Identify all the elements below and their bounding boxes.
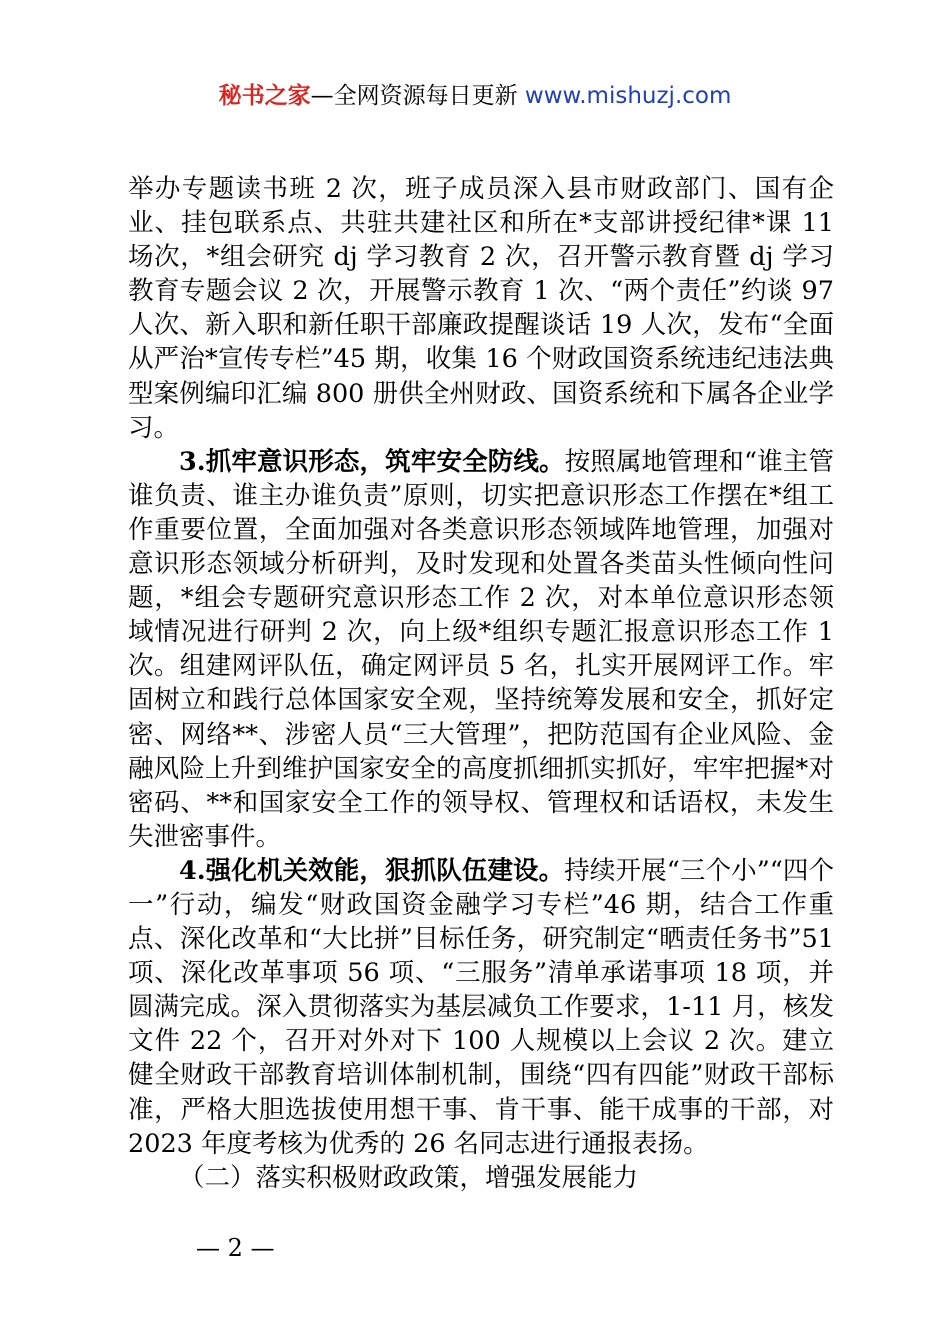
paragraph-4: [128, 1161, 834, 1195]
subsection-heading: （二）落实积极财政政策，增强发展能力: [179, 1162, 639, 1193]
paragraph-text: 持续开展“三个小”“四个一”行动，编发“财政国资金融学习专栏”46 期，结合工作重点、深化改革和“大比拼”目标任务，研究制定“晒责任务书”51 项、深化改革事项 56 项、“三服务”清单承诺事项 18 项，并圆满完成。深入贯彻落实为基层减负工作要求，1-11 月，核发文件 22 个，召开对外对下 100 人规模以上会议 2 次。建立健全财政干部教育培训体制机制，围绕“四有四能”财政干部标准，严格大胆选拔使用想干事、肯干事、能干成事的干部，对 2023 年度考核为优秀的 26 名同志进行通报表扬。: [128, 855, 834, 1159]
site-header: [0, 78, 950, 114]
site-tagline: —全网资源每日更新: [310, 83, 525, 109]
paragraph-text: 按照属地管理和“谁主管谁负责、谁主办谁负责”原则，切实把意识形态工作摆在*组工作重要位置，全面加强对各类意识形态领域阵地管理，加强对意识形态领域分析研判，及时发现和处置各类苗头性倾向性问题，*组会专题研究意识形态工作 2 次，对本单位意识形态领域情况进行研判 2 次，向上级*组织专题汇报意识形态工作 1 次。组建网评队伍，确定网评员 5 名，扎实开展网评工作。牢固树立和践行总体国家安全观，坚持统筹发展和安全，抓好定密、网络**、涉密人员“三大管理”，把防范国有企业风险、金融风险上升到维护国家安全的高度抓细抓实抓好，牢牢把握*对密码、**和国家安全工作的领导权、管理权和话语权，未发生失泄密事件。: [128, 446, 834, 852]
paragraph-3: [128, 854, 834, 1161]
document-body: [128, 172, 834, 1195]
section-heading: 3.抓牢意识形态，筑牢安全防线。: [179, 446, 565, 477]
site-brand: 秘书之家: [218, 83, 311, 109]
paragraph-2: [128, 445, 834, 854]
paragraph-1: [128, 172, 834, 445]
site-url-link[interactable]: www.mishuzj.com: [524, 83, 732, 109]
section-heading: 4.强化机关效能，狠抓队伍建设。: [179, 855, 565, 886]
paragraph-text: 举办专题读书班 2 次，班子成员深入县市财政部门、国有企业、挂包联系点、共驻共建社区和所在*支部讲授纪律*课 11 场次，*组会研究 dj 学习教育 2 次，召开警示教育暨 dj 学习教育专题会议 2 次，开展警示教育 1 次、“两个责任”约谈 97 人次、新入职和新任职干部廉政提醒谈话 19 人次，发布“全面从严治*宣传专栏”45 期，收集 16 个财政国资系统违纪违法典型案例编印汇编 800 册供全州财政、国资系统和下属各企业学习。: [128, 174, 834, 443]
page-number: — 2 —: [196, 1234, 275, 1262]
